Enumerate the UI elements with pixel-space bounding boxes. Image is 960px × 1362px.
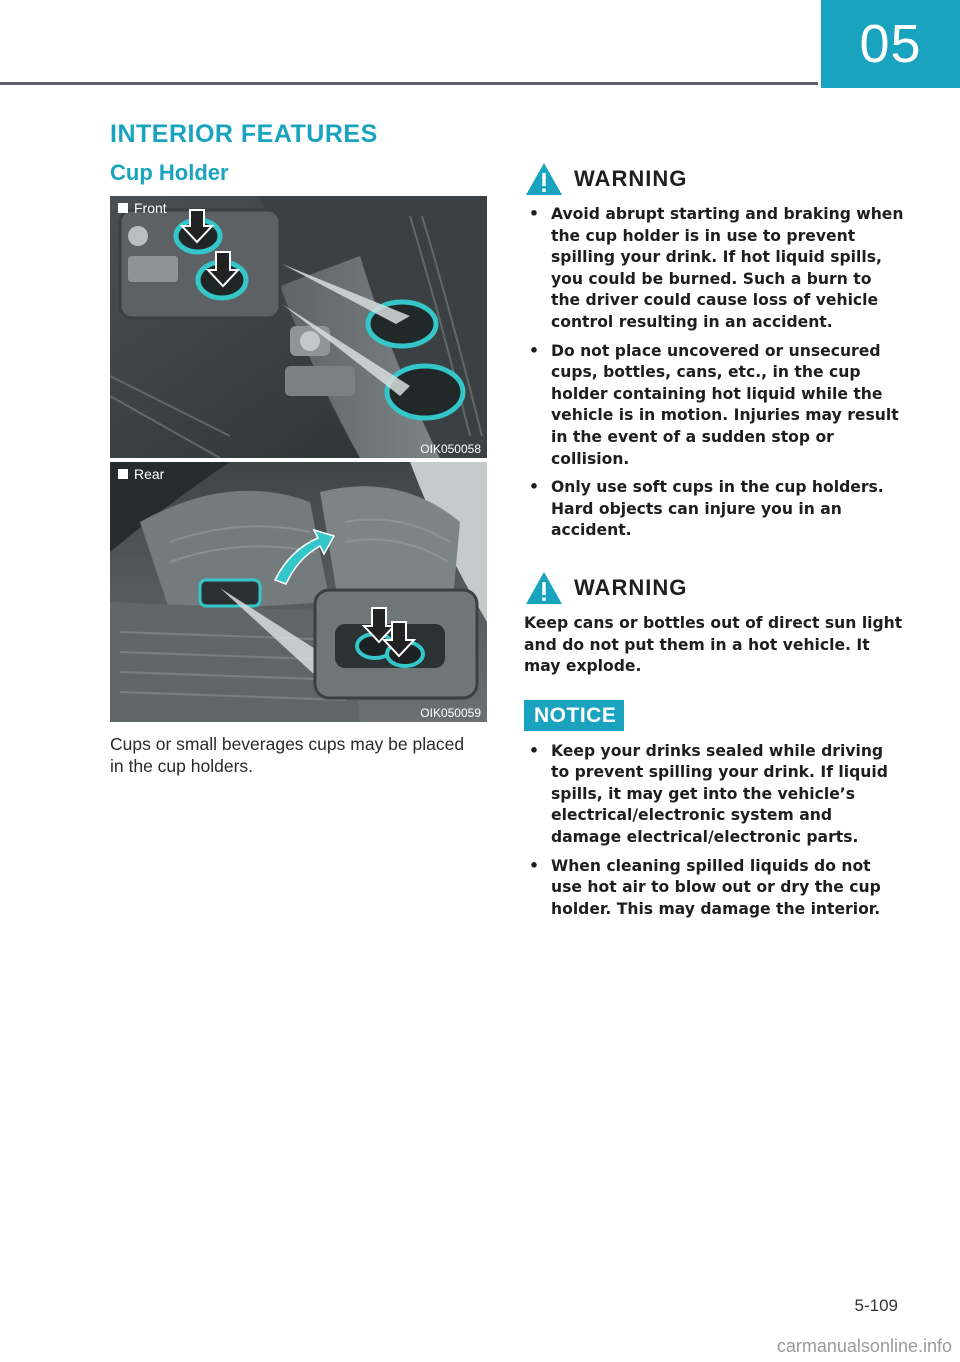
- warning-list: [524, 204, 904, 542]
- warning-header: WARNING: [524, 569, 904, 607]
- chapter-tab: 05: [821, 0, 960, 88]
- notice-badge: NOTICE: [524, 700, 624, 731]
- warning-header: WARNING: [524, 160, 904, 198]
- front-illustration: [110, 196, 487, 458]
- square-bullet-icon: [118, 203, 128, 213]
- figure-code: OIK050059: [420, 706, 481, 720]
- list-item: • Keep your drinks sealed while driving to prevent spilling your drink. If liquid spills, it may get into the vehicle’s electrical/electronic system and damage electrical/electronic parts.: [524, 741, 904, 849]
- figure-code: OIK050058: [420, 442, 481, 456]
- warning-text: Keep cans or bottles out of direct sun light and do not put them in a hot vehicle. It may explode.: [524, 613, 903, 676]
- warning-triangle-icon: [524, 160, 564, 198]
- list-item: • When cleaning spilled liquids do not use hot air to blow out or dry the cup holder. This may damage the interior.: [524, 856, 904, 921]
- right-column: [524, 160, 904, 927]
- section-title: INTERIOR FEATURES: [110, 120, 378, 148]
- header-rule: [0, 82, 818, 85]
- list-item: • Only use soft cups in the cup holders. Hard objects can injure you in an accident.: [524, 477, 904, 542]
- list-item: • Avoid abrupt starting and braking when the cup holder is in use to prevent spilling your drink. If hot liquid spills, you could be burned. Such a burn to the driver could cause loss of vehicle control resulting in an accident.: [524, 204, 904, 334]
- rear-illustration: [110, 462, 487, 722]
- notice-list: [524, 741, 904, 921]
- sub-title: Cup Holder: [110, 160, 229, 185]
- front-cup-holder-figure: [110, 196, 487, 458]
- body-text: Cups or small beverages cups may be placed in the cup holders.: [110, 734, 465, 776]
- rear-cup-holder-figure: [110, 462, 487, 722]
- figure-label: Rear: [118, 466, 164, 482]
- list-item: • Do not place uncovered or unsecured cups, bottles, cans, etc., in the cup holder containing hot liquid while the vehicle is in motion. Injuries may result in the event of a sudden stop or collision.: [524, 341, 904, 471]
- square-bullet-icon: [118, 469, 128, 479]
- page-number: 5-109: [854, 1296, 898, 1315]
- watermark: carmanualsonline.info: [776, 1336, 952, 1356]
- warning-triangle-icon: [524, 569, 564, 607]
- figure-label: Front: [118, 200, 167, 216]
